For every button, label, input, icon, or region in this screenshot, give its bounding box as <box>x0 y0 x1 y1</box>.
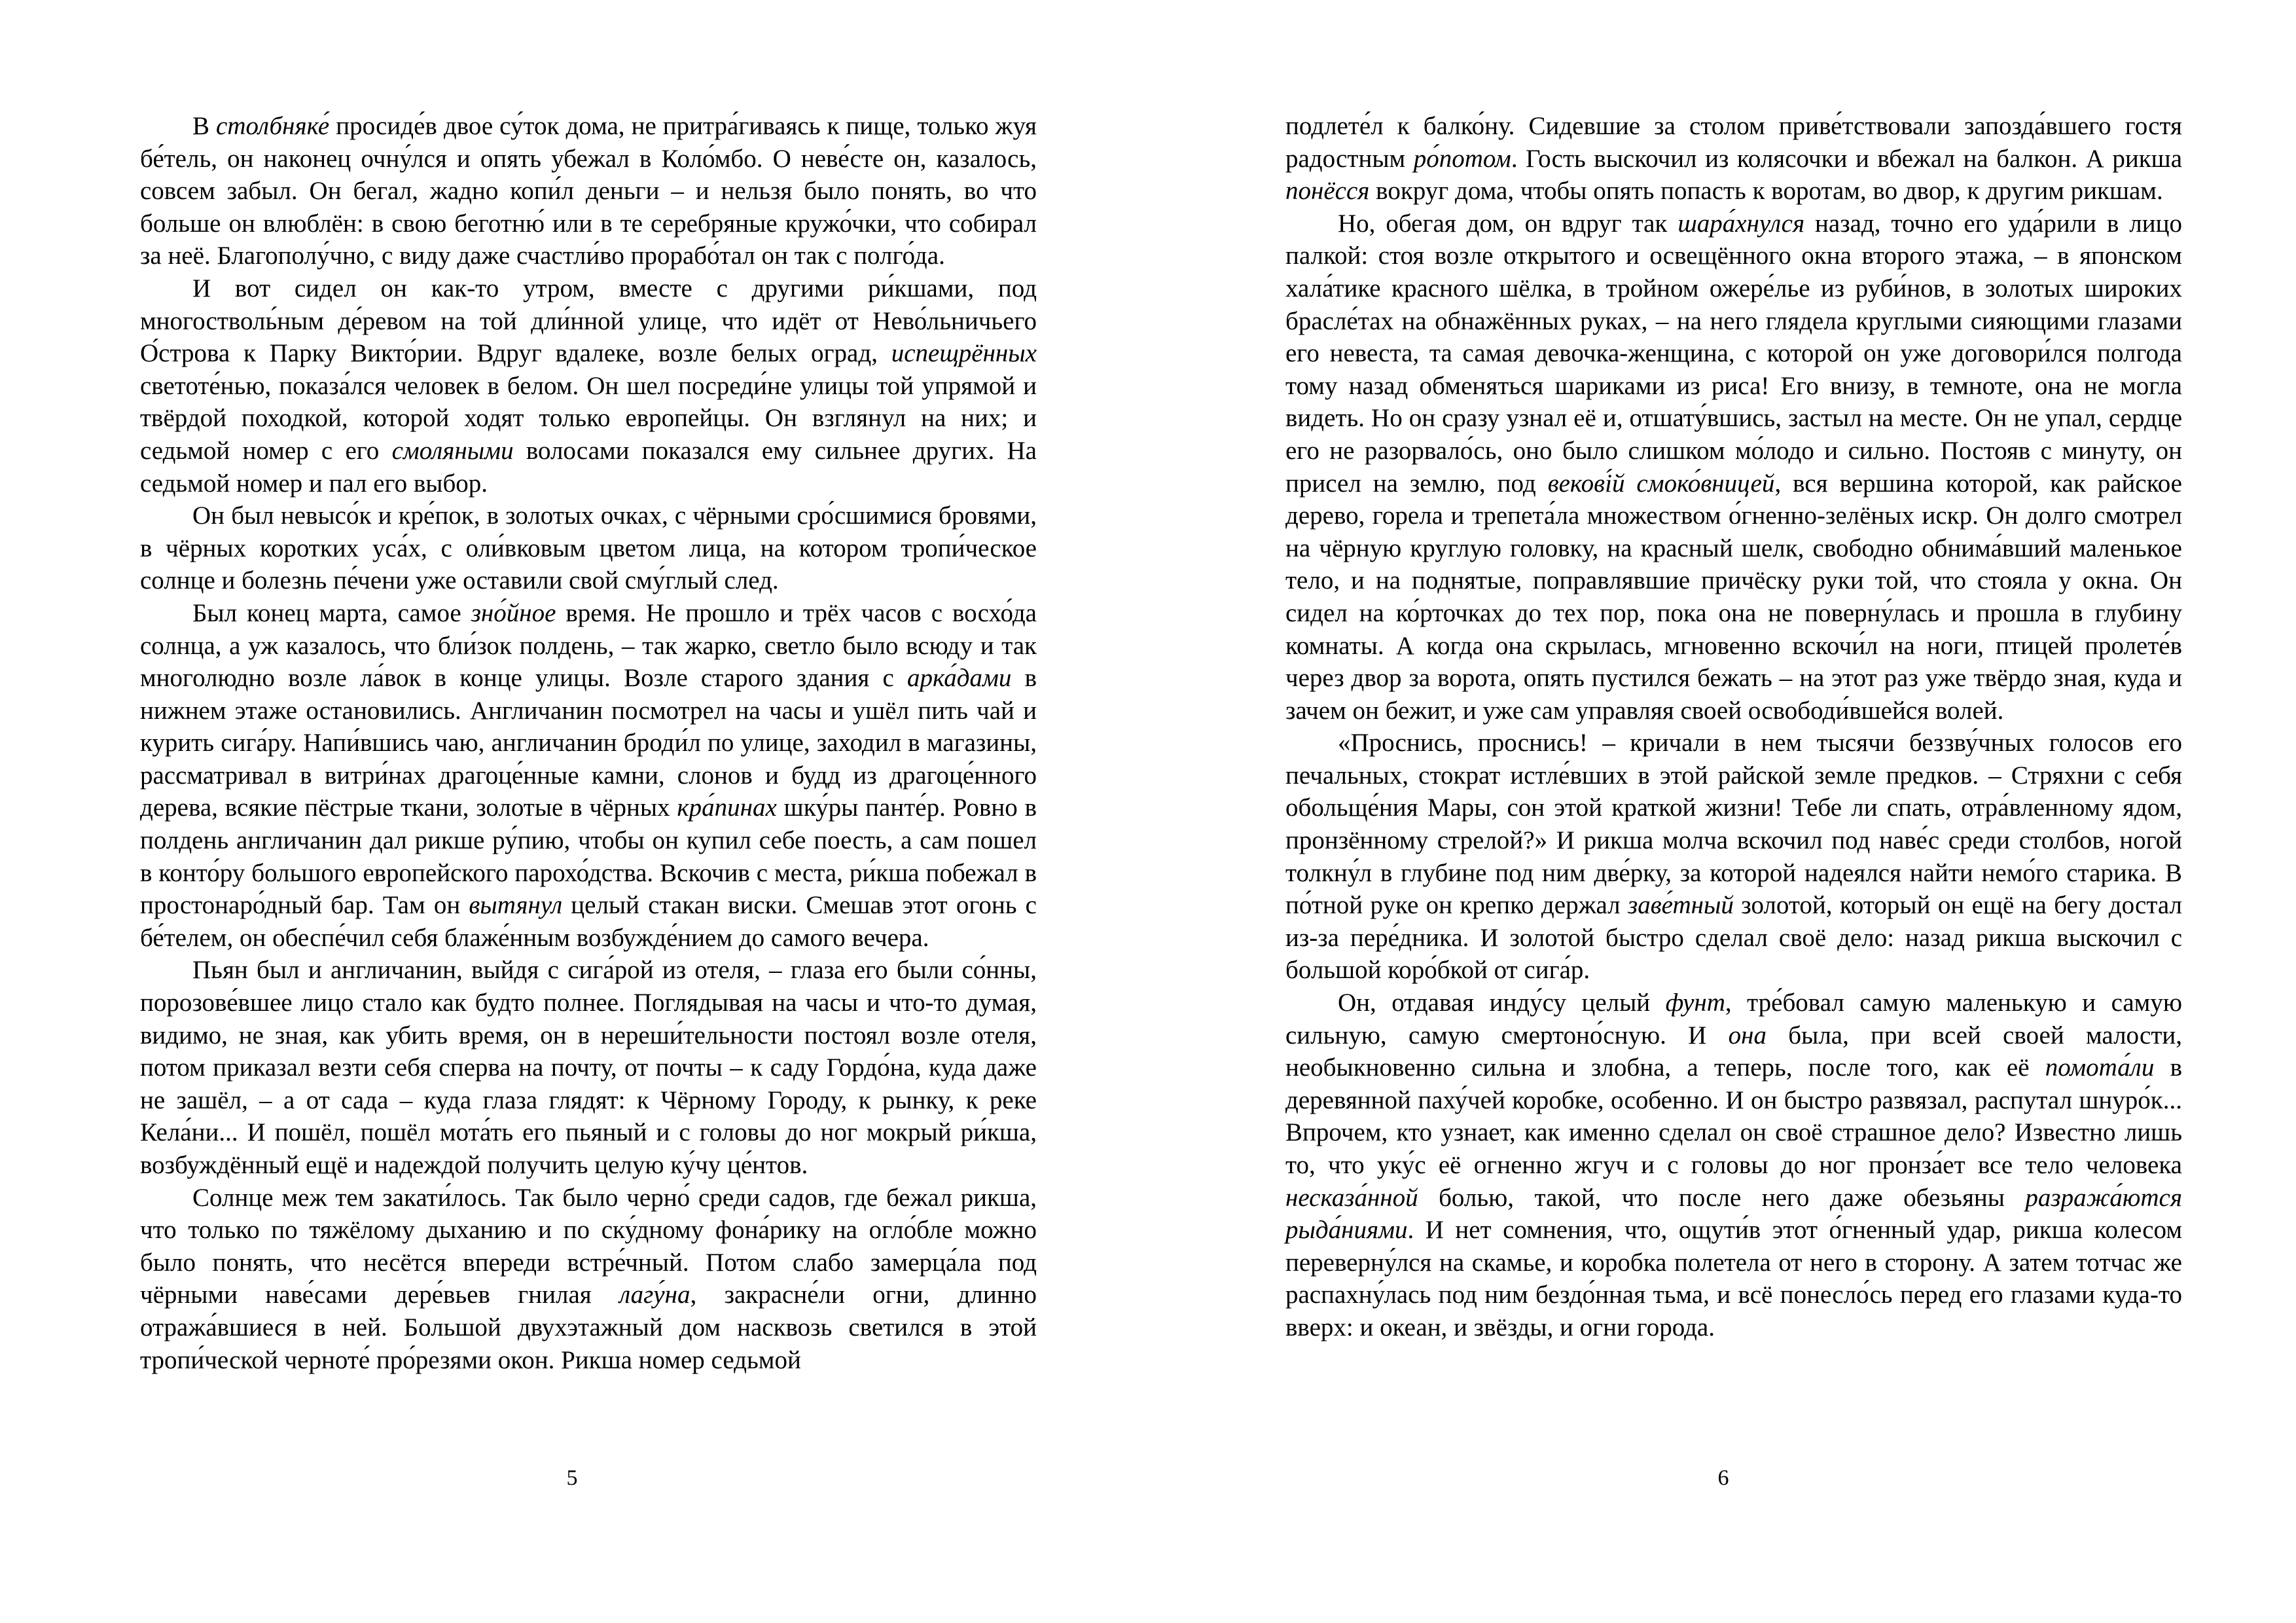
italic-run: помота́ли <box>2045 1053 2155 1082</box>
page-left-text <box>140 110 1037 1376</box>
paragraph: «Проснись, проснись! – кричали в нем тысячи беззву́чных голосов его печальных, стократ истле́вших в этой райской земле предков. – Стряхни с себя обольще́ния Мары, сон этой краткой жизни! Тебе ли спать, отра́вленному ядом, пронзённому стрелой?» И рикша молча вскочил под наве́с среди столбов, ногой толкну́л в глубине под ним две́рку, за которой надеялся найти немо́го старика. В по́тной руке он крепко держал заве́тный золотой, который он ещё на бегу достал из-за пере́дника. И золотой быстро сделал своё дело: назад рикша выскочил с большой коро́бкой от сига́р. <box>1285 729 2182 985</box>
paragraph: Он был невысо́к и кре́пок, в золотых очках, с чёрными сро́сшимися бровями, в чёрных коротких уса́х, с оли́вковым цветом лица, на котором тропи́ческое солнце и болезнь пе́чени уже оставили свой сму́глый след. <box>140 501 1037 595</box>
paragraph: И вот сидел он как-то утром, вместе с другими ри́кшами, под многостволь́ным де́ревом на той дли́нной улице, что идёт от Нево́льничьего О́строва к Парку Викто́рии. Вдруг вдалеке, возле белых оград, испещрённых светоте́нью, показа́лся человек в белом. Он шел посреди́не улицы той упрямой и твёрдой походкой, которой ходят только европейцы. Он взглянул на них; и седьмой номер с его смоляными волосами показался ему сильнее других. На седьмой номер и пал его выбор. <box>140 274 1037 498</box>
italic-run: несказа́нной <box>1285 1183 1418 1212</box>
italic-run: столбняке́ <box>216 112 330 140</box>
italic-run: шара́хнулся <box>1677 209 1805 238</box>
page-right-text <box>1285 110 2182 1344</box>
page-number-left: 5 <box>566 1466 578 1490</box>
page-right <box>1148 0 2296 1623</box>
italic-run: вытянул <box>469 891 563 920</box>
paragraph-continued: подлете́л к балко́ну. Сидевшие за столом приве́тствовали запозда́вшего гостя радостным ро́потом. Гость выскочил из колясочки и вбежал на балкон. А рикша понёсся вокруг дома, чтобы опять попасть к воротам, во двор, к другим рикшам. <box>1285 112 2182 206</box>
italic-run: зно́йное <box>471 598 556 627</box>
italic-run: понёсся <box>1285 177 1370 206</box>
paragraph: Был конец марта, самое зно́йное время. Не прошло и трёх часов с восхо́да солнца, а уж казалось, что бли́зок полдень, – так жарко, светло было всюду и так многолюдно возле ла́вок в конце улицы. Возле старого здания с арка́дами в нижнем этаже остановились. Англичанин посмотрел на часы и ушёл пить чай и курить сига́ру. Напи́вшись чаю, англичанин броди́л по улице, заходил в магазины, рассматривал в витри́нах драгоце́нные камни, слонов и будд из драгоце́нного дерева, всякие пёстрые ткани, золотые в чёрных кра́пинах шку́ры панте́р. Ровно в полдень англичанин дал рикше ру́пию, чтобы он купил себе поесть, а сам пошел в конто́ру большого европейского парохо́дства. Вскочив с места, ри́кша побежал в простонаро́дный бар. Там он вытянул целый стакан виски. Смешав этот огонь с бе́телем, он обеспе́чил себя блаже́нным возбужде́нием до самого вечера. <box>140 598 1037 952</box>
italic-run: фунт <box>1665 989 1725 1017</box>
italic-run: заве́тный <box>1628 891 1734 920</box>
page-number-right: 6 <box>1717 1466 1729 1490</box>
italic-run: она <box>1728 1021 1767 1049</box>
italic-run: смоляными <box>391 436 514 465</box>
italic-run: векові́й смоко́вницей <box>1547 469 1775 498</box>
paragraph: В столбняке́ просиде́в двое су́ток дома, не притра́гиваясь к пище, только жуя бе́тель, он наконец очну́лся и опять убежал в Коло́мбо. О неве́сте он, казалось, совсем забыл. Он бегал, жадно копи́л деньги – и нельзя было понять, во что больше он влюблён: в свою беготню́ или в те серебряные кружо́чки, что собирал за неё. Благополу́чно, с виду даже счастли́во прорабо́тал он так с полго́да. <box>140 112 1037 270</box>
italic-run: кра́пинах <box>677 793 777 822</box>
paragraph: Солнце меж тем закати́лось. Так было черно́ среди садов, где бежал рикша, что только по тяжёлому дыханию и по ску́дному фона́рику на огло́бле можно было понять, что несётся впереди встре́чный. Потом слабо замерца́ла под чёрными наве́сами дере́вьев гнилая лагу́на, закрасне́ли огни, длинно отража́вшиеся в ней. Большой двухэтажный дом насквозь светился в этой тропи́ческой черноте́ про́резями окон. Рикша номер седьмой <box>140 1183 1037 1374</box>
paragraph: Но, обегая дом, он вдруг так шара́хнулся назад, точно его уда́рили в лицо палкой: стоя возле открытого и освещённого окна второго этажа, – в японском хала́тике красного шёлка, в тройном ожере́лье из руби́нов, в золотых широких брасле́тах на обнажённых руках, – на него глядела круглыми сияющими глазами его невеста, та самая девочка-женщина, с которой он уже договори́лся полгода тому назад обменяться шариками из риса! Его внизу, в темноте, она не могла видеть. Но он сразу узнал её и, отшату́вшись, застыл на месте. Он не упал, сердце его не разорвало́сь, оно было слишком мо́лодо и сильно. Постояв с минуту, он присел на землю, под векові́й смоко́вницей, вся вершина которой, как райское дерево, горела и трепета́ла множеством о́гненно-зелёных искр. Он долго смотрел на чёрную круглую головку, на красный шелк, свободно обнима́вший маленькое тело, и на поднятые, поправлявшие причёску руки той, что стояла у окна. Он сидел на ко́рточках до тех пор, пока она не поверну́лась и прошла в глубину комнаты. А когда она скрылась, мгновенно вскочи́л на ноги, птицей пролете́в через двор за ворота, опять пустился бежать – на этот раз уже твёрдо зная, куда и зачем он бежит, и уже сам управляя своей освободи́вшейся волей. <box>1285 209 2182 725</box>
paragraph: Пьян был и англичанин, выйдя с сига́рой из отеля, – глаза его были со́нны, порозове́вшее лицо стало как будто полнее. Поглядывая на часы и что-то думая, видимо, не зная, как убить время, он в нереши́тельности постоял возле отеля, потом приказал везти себя сперва на почту, от почты – к саду Гордо́на, куда даже не зашёл, – а от сада – куда глаза глядят: к Чёрному Городу, к рынку, к реке Кела́ни... И пошёл, пошёл мота́ть его пьяный и с головы до ног мокрый ри́кша, возбуждённый ещё и надеждой получить целую ку́чу це́нтов. <box>140 956 1037 1179</box>
paragraph: Он, отдавая инду́су целый фунт, тре́бовал самую маленькую и самую сильную, самую смертоно́сную. И она была, при всей своей малости, необыкновенно сильна и злобна, а теперь, после того, как её помота́ли в деревянной паху́чей коробке, особенно. И он быстро развязал, распутал шнуро́к... Впрочем, кто узнает, как именно сделал он своё страшное дело? Известно лишь то, что уку́с её огненно жгуч и с головы до ног пронза́ет все тело человека несказа́нной болью, такой, что после него даже обезьяны разража́ются рыда́ниями. И нет сомнения, что, ощути́в этот о́гненный удар, рикша колесом переверну́лся на скамье, и коробка полетела от него в сторону. А затем тотчас же распахну́лась под ним бездо́нная тьма, и всё понесло́сь перед его глазами куда-то вверх: и океан, и звёзды, и огни города. <box>1285 989 2182 1341</box>
italic-run: испещрённых <box>891 339 1037 368</box>
italic-run: ро́потом <box>1413 144 1511 173</box>
italic-run: арка́дами <box>907 664 1012 693</box>
italic-run: разража́ются рыда́ниями <box>1285 1183 2182 1245</box>
italic-run: лагу́на <box>619 1281 691 1309</box>
